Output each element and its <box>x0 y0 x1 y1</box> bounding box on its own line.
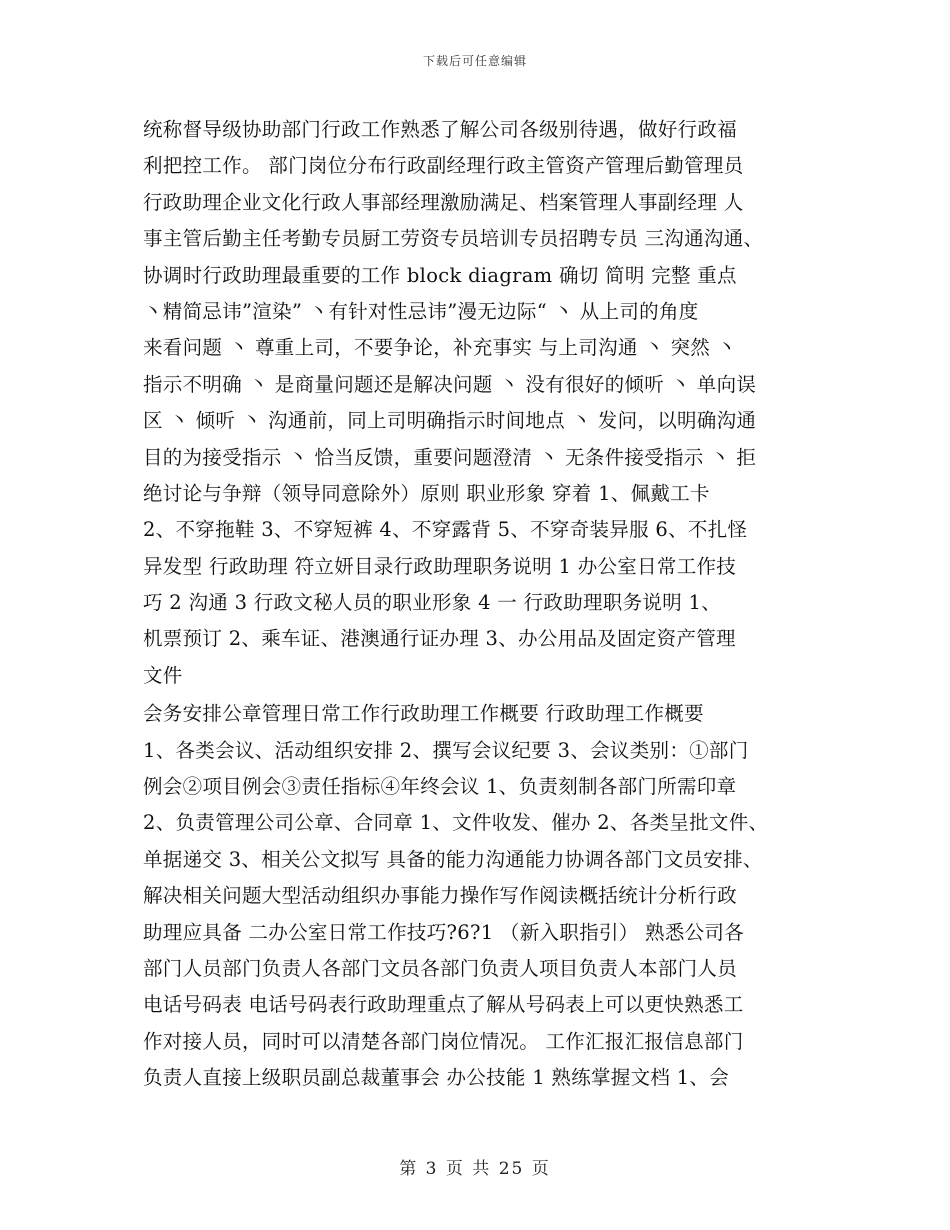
text-line: 利把控工作。 部门岗位分布行政副经理行政主管资产管理后勤管理员 <box>143 154 744 178</box>
text-line: 负责人直接上级职员副总裁董事会 办公技能 1 熟练掌握文档 1、会 <box>143 1066 730 1090</box>
text-line: 2、不穿拖鞋 3、不穿短裤 4、不穿露背 5、不穿奇装异服 6、不扎怪 <box>143 518 748 542</box>
paragraph <box>143 696 818 1096</box>
text-line: 来看问题 丶 尊重上司，不要争论，补充事实 与上司沟通 丶 突然 丶 <box>143 336 737 360</box>
text-line: 机票预订 2、乘车证、港澳通行证办理 3、办公用品及固定资产管理 <box>143 627 736 651</box>
text-line: 电话号码表 电话号码表行政助理重点了解从号码表上可以更快熟悉工 <box>143 993 744 1017</box>
text-line: 目的为接受指示 丶 恰当反馈，重要问题澄清 丶 无条件接受指示 丶 拒 <box>143 445 757 469</box>
text-line: 单据递交 3、相关公文拟写 具备的能力沟通能力协调各部门文员安排、 <box>143 847 763 871</box>
document-body <box>143 112 818 1097</box>
text-line: 行政助理企业文化行政人事部经理激励满足、档案管理人事副经理 人 <box>143 190 744 214</box>
text-line: 1、各类会议、活动组织安排 2、撰写会议纪要 3、会议类别：①部门 <box>143 738 749 762</box>
text-line: 作对接人员，同时可以清楚各部门岗位情况。 工作汇报汇报信息部门 <box>143 1029 744 1053</box>
paragraph <box>143 112 818 694</box>
text-line: 部门人员部门负责人各部门文员各部门负责人项目负责人本部门人员 <box>143 956 738 980</box>
text-line: 区 丶 倾听 丶 沟通前，同上司明确指示时间地点 丶 发问，以明确沟通 <box>143 409 757 433</box>
text-line: 丶精简忌讳”渲染” 丶有针对性忌讳”漫无边际“ 丶 从上司的角度 <box>143 299 699 323</box>
text-line: 异发型 行政助理 符立妍目录行政助理职务说明 1 办公室日常工作技 <box>143 554 737 578</box>
text-line: 事主管后勤主任考勤专员厨工劳资专员培训专员招聘专员 三沟通沟通、 <box>143 227 764 251</box>
text-line: 例会②项目例会③责任指标④年终会议 1、负责刻制各部门所需印章 <box>143 775 737 799</box>
text-line: 绝讨论与争辩（领导同意除外）原则 职业形象 穿着 1、佩戴工卡 <box>143 481 710 505</box>
text-line: 指示不明确 丶 是商量问题还是解决问题 丶 没有很好的倾听 丶 单向误 <box>143 372 757 396</box>
text-line: 2、负责管理公司公章、合同章 1、文件收发、催办 2、各类呈批文件、 <box>143 811 769 835</box>
text-line: 助理应具备 二办公室日常工作技巧?6?1 （新入职指引） 熟悉公司各 <box>143 920 745 944</box>
text-line: 解决相关问题大型活动组织办事能力操作写作阅读概括统计分析行政 <box>143 884 738 908</box>
page-header: 下载后可任意编辑 <box>422 54 527 68</box>
text-line: 会务安排公章管理日常工作行政助理工作概要 行政助理工作概要 <box>143 702 704 726</box>
page-number: 第 3 页 共 25 页 <box>399 1159 551 1179</box>
text-line: 文件 <box>143 663 183 687</box>
text-line: 巧 2 沟通 3 行政文秘人员的职业形象 4 一 行政助理职务说明 1、 <box>143 591 722 615</box>
text-line: 协调时行政助理最重要的工作 block diagram 确切 简明 完整 重点 <box>143 263 737 287</box>
text-line: 统称督导级协助部门行政工作熟悉了解公司各级别待遇，做好行政福 <box>143 118 738 141</box>
